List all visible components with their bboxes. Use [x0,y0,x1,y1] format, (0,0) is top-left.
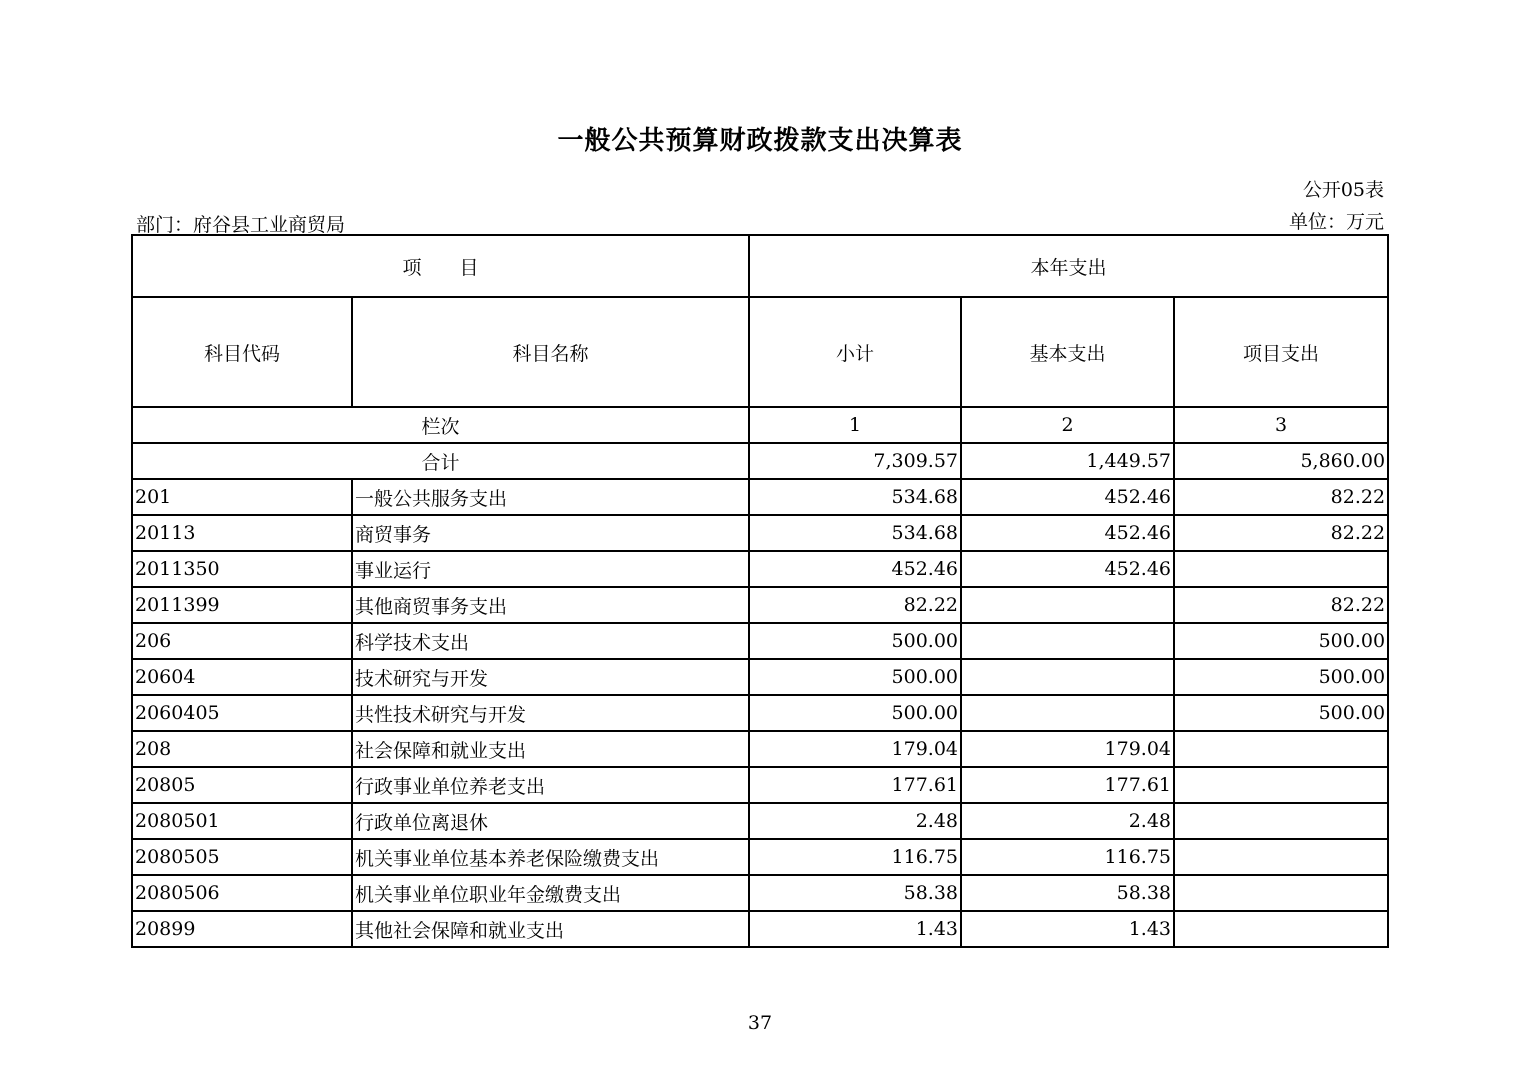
basic-expense-cell: 1.43 [961,911,1174,947]
project-expense-cell: 82.22 [1174,479,1388,515]
subject-code-cell: 208 [132,731,352,767]
total-project: 5,860.00 [1174,443,1388,479]
project-expense-cell: 82.22 [1174,587,1388,623]
project-expense-cell [1174,767,1388,803]
subject-name-cell: 其他社会保障和就业支出 [352,911,749,947]
project-expense-cell [1174,731,1388,767]
subtotal-cell: 534.68 [749,515,961,551]
table-row [132,803,1388,839]
header-name: 科目名称 [352,297,749,407]
project-expense-cell: 500.00 [1174,623,1388,659]
column-number-label: 栏次 [132,407,749,443]
page-title: 一般公共预算财政拨款支出决算表 [557,126,963,156]
subject-name-cell: 社会保障和就业支出 [352,731,749,767]
subject-name-cell: 其他商贸事务支出 [352,587,749,623]
project-expense-cell: 500.00 [1174,695,1388,731]
table-row [132,659,1388,695]
table-row [132,623,1388,659]
subject-code-cell: 2060405 [132,695,352,731]
project-expense-cell [1174,803,1388,839]
column-number-1: 1 [749,407,961,443]
column-number-row [132,407,1388,443]
table-row [132,479,1388,515]
project-expense-cell: 82.22 [1174,515,1388,551]
project-expense-cell [1174,911,1388,947]
subject-name-cell: 行政事业单位养老支出 [352,767,749,803]
total-row [132,443,1388,479]
subtotal-cell: 534.68 [749,479,961,515]
subject-code-cell: 2011350 [132,551,352,587]
subtotal-cell: 1.43 [749,911,961,947]
subtotal-cell: 500.00 [749,623,961,659]
basic-expense-cell: 179.04 [961,731,1174,767]
column-number-2: 2 [961,407,1174,443]
table-row [132,767,1388,803]
subtotal-cell: 500.00 [749,695,961,731]
header-current-year: 本年支出 [749,235,1388,297]
subject-name-cell: 商贸事务 [352,515,749,551]
header-item: 项 目 [132,235,749,297]
subtotal-cell: 58.38 [749,875,961,911]
subject-code-cell: 206 [132,623,352,659]
subject-name-cell: 一般公共服务支出 [352,479,749,515]
subject-name-cell: 机关事业单位基本养老保险缴费支出 [352,839,749,875]
basic-expense-cell [961,587,1174,623]
subtotal-cell: 2.48 [749,803,961,839]
budget-table [131,234,1389,948]
table-row [132,515,1388,551]
table-row [132,695,1388,731]
subject-code-cell: 201 [132,479,352,515]
subtotal-cell: 177.61 [749,767,961,803]
subtotal-cell: 116.75 [749,839,961,875]
header-subtotal: 小计 [749,297,961,407]
project-expense-cell [1174,551,1388,587]
header-basic: 基本支出 [961,297,1174,407]
total-basic: 1,449.57 [961,443,1174,479]
basic-expense-cell: 58.38 [961,875,1174,911]
basic-expense-cell: 116.75 [961,839,1174,875]
subtotal-cell: 452.46 [749,551,961,587]
basic-expense-cell [961,695,1174,731]
header-row-1 [132,235,1388,297]
subject-name-cell: 科学技术支出 [352,623,749,659]
total-label: 合计 [132,443,749,479]
project-expense-cell: 500.00 [1174,659,1388,695]
subtotal-cell: 82.22 [749,587,961,623]
subject-name-cell: 行政单位离退休 [352,803,749,839]
subject-code-cell: 20604 [132,659,352,695]
project-expense-cell [1174,839,1388,875]
subject-code-cell: 20805 [132,767,352,803]
subject-code-cell: 20899 [132,911,352,947]
subject-code-cell: 2011399 [132,587,352,623]
basic-expense-cell: 452.46 [961,551,1174,587]
basic-expense-cell: 452.46 [961,515,1174,551]
subject-name-cell: 机关事业单位职业年金缴费支出 [352,875,749,911]
page-number: 37 [747,1012,773,1034]
basic-expense-cell [961,623,1174,659]
table-row [132,551,1388,587]
subtotal-cell: 179.04 [749,731,961,767]
department-label: 部门：府谷县工业商贸局 [136,214,346,236]
basic-expense-cell [961,659,1174,695]
table-row [132,875,1388,911]
table-row [132,911,1388,947]
subject-name-cell: 共性技术研究与开发 [352,695,749,731]
column-number-3: 3 [1174,407,1388,443]
form-number: 公开05表 [1302,179,1384,201]
project-expense-cell [1174,875,1388,911]
subject-code-cell: 2080506 [132,875,352,911]
header-project: 项目支出 [1174,297,1388,407]
subject-name-cell: 事业运行 [352,551,749,587]
unit-label: 单位：万元 [1288,211,1384,233]
subtotal-cell: 500.00 [749,659,961,695]
table-row [132,839,1388,875]
subject-code-cell: 20113 [132,515,352,551]
subject-code-cell: 2080505 [132,839,352,875]
table-row [132,731,1388,767]
total-subtotal: 7,309.57 [749,443,961,479]
basic-expense-cell: 2.48 [961,803,1174,839]
header-row-2 [132,297,1388,407]
table-row [132,587,1388,623]
subject-name-cell: 技术研究与开发 [352,659,749,695]
basic-expense-cell: 452.46 [961,479,1174,515]
basic-expense-cell: 177.61 [961,767,1174,803]
subject-code-cell: 2080501 [132,803,352,839]
header-code: 科目代码 [132,297,352,407]
